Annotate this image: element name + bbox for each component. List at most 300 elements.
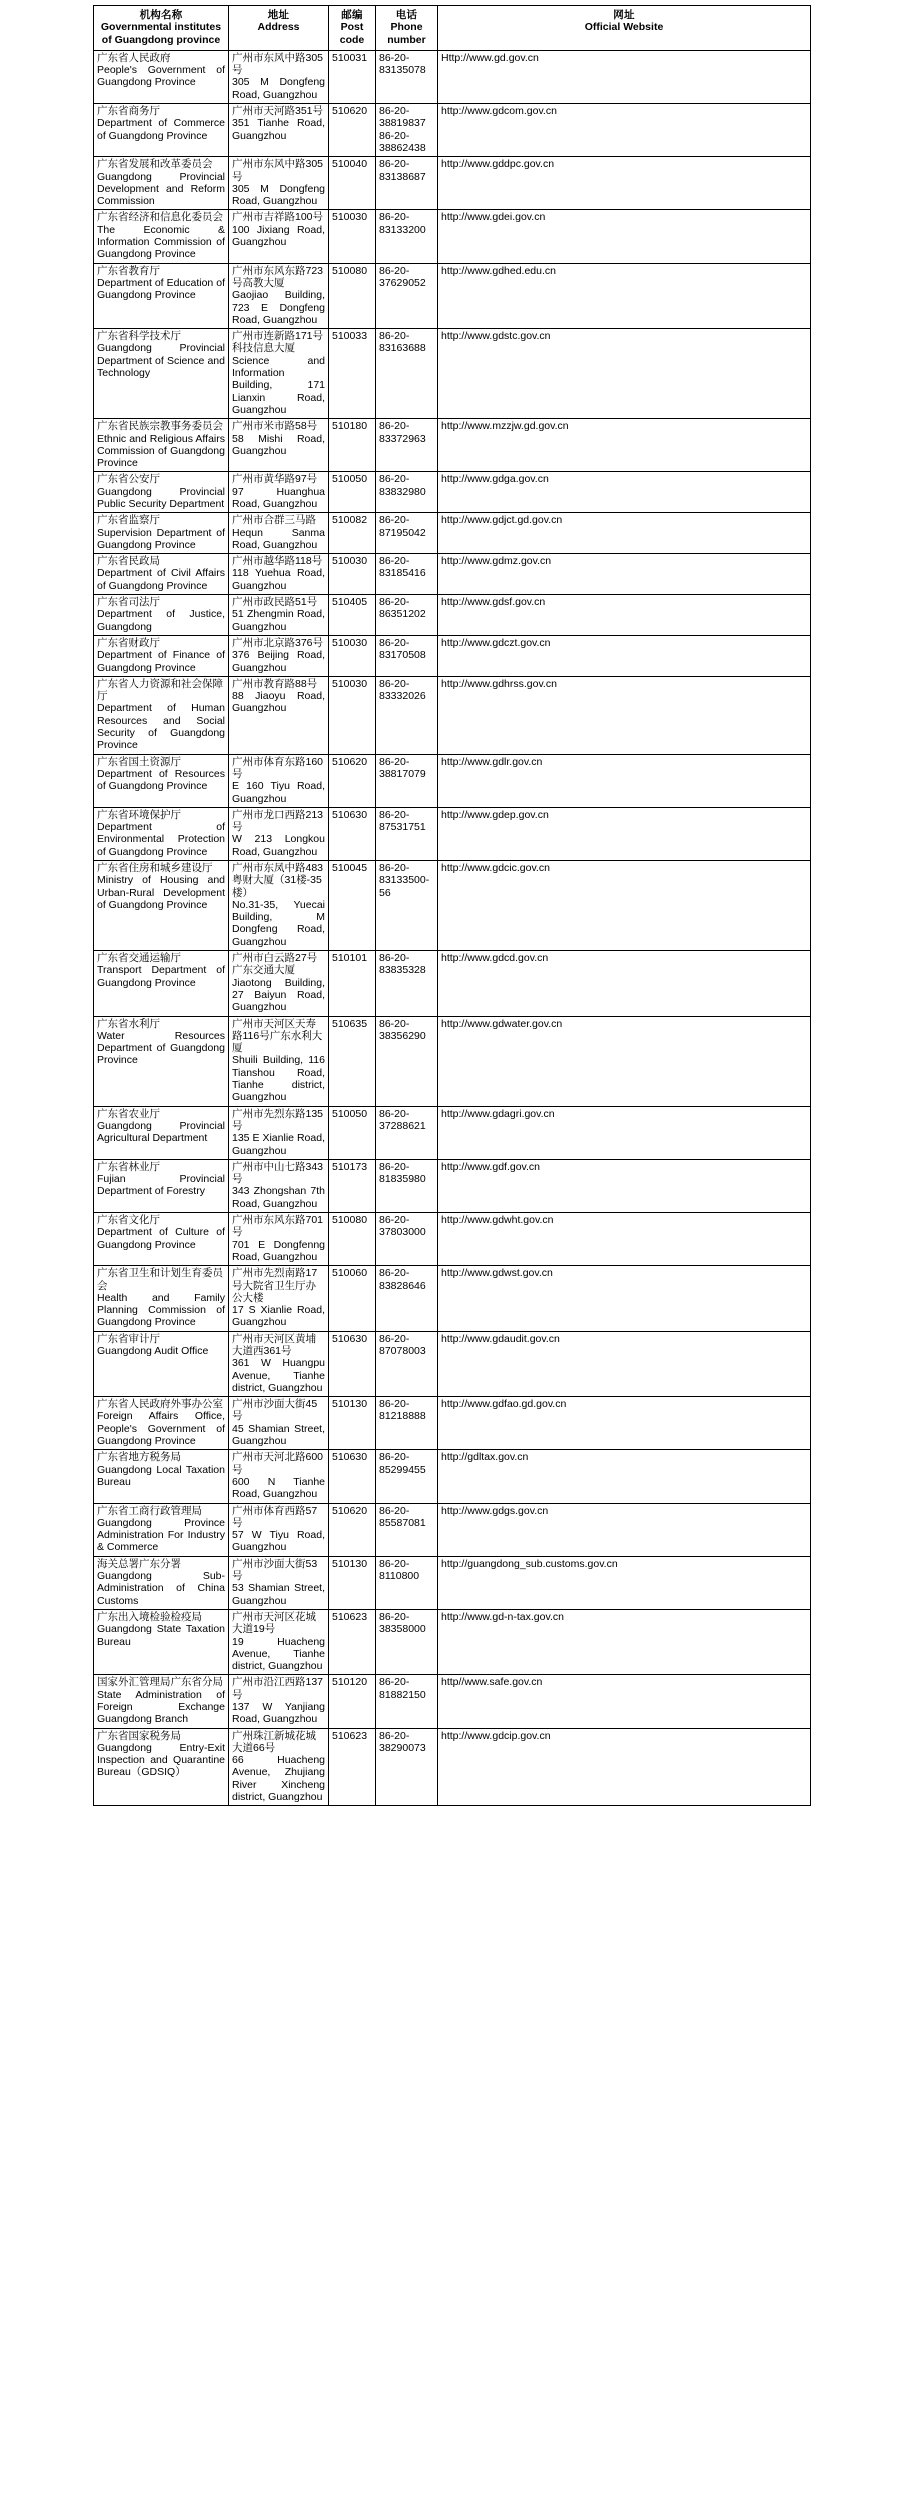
address-en: 343 Zhongshan 7th Road, Guangzhou xyxy=(232,1185,325,1210)
table-row xyxy=(94,419,811,472)
address-cn: 广州市东风中路305号 xyxy=(232,51,324,77)
postcode-value: 510623 xyxy=(332,1729,368,1742)
institute-name-cell xyxy=(94,1397,229,1450)
institute-name-en: Fujian Provincial Department of Forestry xyxy=(97,1173,225,1198)
address-cn: 广州市越华路118号 xyxy=(232,555,323,568)
postcode-cell xyxy=(329,1106,376,1159)
website-cell xyxy=(438,263,811,328)
address-cn: 广州市东风东路723号高教大厦 xyxy=(232,264,324,289)
address-cn: 广州市教育路88号 xyxy=(232,677,318,690)
institute-name-cell xyxy=(94,1016,229,1106)
postcode-value: 510030 xyxy=(332,636,368,649)
institute-name-en: Department of Environmental Protection of Guangdong Province xyxy=(97,821,225,858)
postcode-value: 510130 xyxy=(332,1398,368,1411)
institute-name-cn: 广东省教育厅 xyxy=(97,264,160,277)
table-row xyxy=(94,1728,811,1806)
address-cn: 广州市沙面大街53号 xyxy=(232,1557,318,1583)
institute-name-cn: 广东省国家税务局 xyxy=(97,1729,181,1742)
column-header-address-en: Address xyxy=(257,21,300,34)
phone-cell xyxy=(376,1728,438,1806)
website-cell xyxy=(438,1159,811,1212)
address-cell xyxy=(229,50,329,103)
postcode-value: 510630 xyxy=(332,1332,368,1345)
postcode-value: 510620 xyxy=(332,755,368,768)
table-row xyxy=(94,1503,811,1556)
postcode-value: 510405 xyxy=(332,596,368,609)
column-header-website-en: Official Website xyxy=(584,21,664,34)
phone-value: 86-20-37629052 xyxy=(379,264,426,289)
institute-name-en: Guangdong Entry-Exit Inspection and Quarantine Bureau（GDSIQ） xyxy=(97,1741,225,1779)
website-value: http://gdltax.gov.cn xyxy=(441,1451,529,1464)
institute-name-en: People's Government of Guangdong Province xyxy=(97,64,225,89)
address-cn: 广州市沿江西路137号 xyxy=(232,1676,324,1701)
address-en: E 160 Tiyu Road, Guangzhou xyxy=(232,780,325,805)
address-en: 58 Mishi Road, Guangzhou xyxy=(232,432,325,457)
website-value: http://www.gdhed.edu.cn xyxy=(441,264,556,277)
institute-name-en: Department of Resources of Guangdong Province xyxy=(97,767,225,793)
website-value: http://www.gdmz.gov.cn xyxy=(441,555,552,568)
website-cell xyxy=(438,1728,811,1806)
table-row xyxy=(94,951,811,1016)
phone-cell xyxy=(376,1609,438,1674)
address-cn: 广州市先烈东路135号 xyxy=(232,1107,324,1132)
table-body xyxy=(94,50,811,1805)
institute-name-cell xyxy=(94,1213,229,1266)
address-cn: 广州市天河路351号 xyxy=(232,105,324,118)
address-en: 135 E Xianlie Road, Guangzhou xyxy=(232,1132,325,1157)
institute-name-en: Department of Justice, Guangdong xyxy=(97,608,225,633)
phone-cell xyxy=(376,951,438,1016)
institute-name-en: Guangdong Provincial Agricultural Department xyxy=(97,1119,225,1145)
institute-name-en: Guangdong Provincial Department of Science and Technology xyxy=(97,342,225,380)
phone-value: 86-20-87078003 xyxy=(379,1332,426,1357)
address-cn: 广州市东凤中路483粤财大厦（31楼-35楼） xyxy=(232,862,324,899)
institute-name-cn: 广东省人民政府 xyxy=(97,51,171,64)
postcode-cell xyxy=(329,1556,376,1609)
institute-name-en: Guangdong Provincial Public Security Department xyxy=(97,485,225,510)
institute-name-cell xyxy=(94,554,229,595)
institute-name-cell xyxy=(94,1331,229,1396)
table-row xyxy=(94,1106,811,1159)
phone-cell xyxy=(376,1266,438,1331)
institute-name-cell xyxy=(94,513,229,554)
website-cell xyxy=(438,210,811,263)
phone-value: 86-20-83133500-56 xyxy=(379,862,430,899)
institute-name-en: Health and Family Planning Commission of Guangdong Province xyxy=(97,1291,225,1329)
column-header-website xyxy=(438,6,811,51)
phone-cell xyxy=(376,472,438,513)
website-cell xyxy=(438,419,811,472)
address-cell xyxy=(229,1728,329,1806)
phone-value: 86-20-83835328 xyxy=(379,952,426,977)
institute-name-en: State Administration of Foreign Exchange Guangdong Branch xyxy=(97,1688,225,1726)
address-en: 701 E Dongfenng Road, Guangzhou xyxy=(232,1238,325,1263)
address-cell xyxy=(229,595,329,636)
phone-value: 86-20-81835980 xyxy=(379,1160,426,1186)
institute-name-cn: 广东省地方税务局 xyxy=(97,1451,181,1464)
address-en: 17 S Xianlie Road, Guangzhou xyxy=(232,1304,325,1329)
table-row xyxy=(94,513,811,554)
address-cell xyxy=(229,1556,329,1609)
institute-name-cn: 广东省住房和城乡建设厅 xyxy=(97,862,213,874)
institute-name-cell xyxy=(94,951,229,1016)
website-cell xyxy=(438,951,811,1016)
institute-name-en: Water Resources Department of Guangdong Province xyxy=(97,1029,225,1067)
government-institutes-table xyxy=(93,5,811,1806)
institute-name-cell xyxy=(94,1675,229,1728)
postcode-value: 510082 xyxy=(332,514,368,527)
address-cn: 广州市白云路27号广东交通大厦 xyxy=(232,952,318,977)
address-cn: 广州市连新路171号科技信息大厦 xyxy=(232,330,324,355)
address-en: 305 M Dongfeng Road, Guangzhou xyxy=(232,182,325,208)
institute-name-en: Guangdong Sub-Administration of China Customs xyxy=(97,1570,225,1607)
column-header-address xyxy=(229,6,329,51)
website-value: http://www.gdcd.gov.cn xyxy=(441,952,549,965)
postcode-value: 510050 xyxy=(332,473,368,486)
postcode-value: 510031 xyxy=(332,51,368,64)
postcode-value: 510180 xyxy=(332,420,368,433)
address-cell xyxy=(229,1016,329,1106)
phone-cell xyxy=(376,1331,438,1396)
website-cell xyxy=(438,676,811,754)
postcode-cell xyxy=(329,50,376,103)
column-header-phone xyxy=(376,6,438,51)
address-cn: 广州市体育西路57号 xyxy=(232,1504,318,1529)
address-cn: 广州市合群三马路 xyxy=(232,514,316,527)
address-cell xyxy=(229,1331,329,1396)
phone-value: 86-20-83185416 xyxy=(379,555,426,580)
website-value: http://www.gdcip.gov.cn xyxy=(441,1729,551,1742)
institute-name-cell xyxy=(94,210,229,263)
phone-value: 86-20-8110800 xyxy=(379,1557,420,1583)
address-cell xyxy=(229,1609,329,1674)
postcode-cell xyxy=(329,1159,376,1212)
address-en: 19 Huacheng Avenue, Tianhe district, Guangzhou xyxy=(232,1635,325,1673)
website-cell xyxy=(438,329,811,419)
table-row xyxy=(94,1159,811,1212)
postcode-cell xyxy=(329,210,376,263)
address-cn: 广州市天河区天寿路116号广东水利大厦 xyxy=(232,1017,323,1055)
postcode-cell xyxy=(329,419,376,472)
website-cell xyxy=(438,1609,811,1674)
website-value: http://www.gdcom.gov.cn xyxy=(441,105,557,118)
address-cn: 广州市米市路58号 xyxy=(232,420,318,433)
postcode-value: 510630 xyxy=(332,808,368,821)
table-header-row xyxy=(94,6,811,51)
address-cell xyxy=(229,1397,329,1450)
institute-name-cn: 广东出入境检验检疫局 xyxy=(97,1610,202,1623)
postcode-cell xyxy=(329,1331,376,1396)
postcode-cell xyxy=(329,554,376,595)
address-cn: 广州市东风中路305号 xyxy=(232,158,324,183)
website-value: http://www.gdf.gov.cn xyxy=(441,1160,541,1173)
institute-name-cn: 广东省监察厅 xyxy=(97,514,160,527)
phone-cell xyxy=(376,157,438,210)
postcode-cell xyxy=(329,329,376,419)
column-header-phone-en: Phone number xyxy=(387,21,426,46)
institute-name-cn: 国家外汇管理局广东省分局 xyxy=(97,1676,223,1689)
phone-value: 86-20-83828646 xyxy=(379,1267,426,1292)
institute-name-en: Guangdong Local Taxation Bureau xyxy=(97,1463,225,1488)
table-row xyxy=(94,861,811,951)
phone-cell xyxy=(376,861,438,951)
institute-name-cell xyxy=(94,1159,229,1212)
institute-name-en: Guangdong Province Administration For Industry & Commerce xyxy=(97,1516,225,1554)
website-cell xyxy=(438,1450,811,1503)
postcode-cell xyxy=(329,1728,376,1806)
phone-value: 86-20-38356290 xyxy=(379,1017,426,1042)
institute-name-en: Transport Department of Guangdong Province xyxy=(97,964,225,989)
institute-name-cn: 广东省科学技术厅 xyxy=(97,330,181,343)
address-en: 66 Huacheng Avenue, Zhujiang River Xincheng district, Guangzhou xyxy=(232,1754,325,1804)
address-cn: 广州市中山七路343号 xyxy=(232,1160,324,1186)
postcode-value: 510630 xyxy=(332,1451,368,1464)
postcode-cell xyxy=(329,635,376,676)
website-cell xyxy=(438,1675,811,1728)
address-en: 100 Jixiang Road, Guangzhou xyxy=(232,223,325,249)
postcode-cell xyxy=(329,1016,376,1106)
institute-name-cell xyxy=(94,419,229,472)
address-cn: 广州市体育东路160号 xyxy=(232,755,324,780)
institute-name-cn: 广东省经济和信息化委员会 xyxy=(97,211,223,224)
postcode-cell xyxy=(329,157,376,210)
phone-cell xyxy=(376,1556,438,1609)
phone-value: 86-20-38817079 xyxy=(379,755,426,780)
institute-name-cell xyxy=(94,1266,229,1331)
institute-name-en: Department of Education of Guangdong Province xyxy=(97,276,225,302)
phone-cell xyxy=(376,676,438,754)
address-cn: 广州市天河北路600号 xyxy=(232,1451,324,1476)
phone-value: 86-20-83170508 xyxy=(379,636,426,662)
website-value: http://www.gd-n-tax.gov.cn xyxy=(441,1610,564,1623)
table-row xyxy=(94,1266,811,1331)
website-value: Http://www.gd.gov.cn xyxy=(441,51,539,64)
institute-name-cell xyxy=(94,1503,229,1556)
postcode-value: 510030 xyxy=(332,677,368,690)
postcode-value: 510623 xyxy=(332,1610,368,1623)
institute-name-cn: 海关总署广东分署 xyxy=(97,1557,181,1570)
website-cell xyxy=(438,104,811,157)
phone-value: 86-20-81882150 xyxy=(379,1676,426,1701)
column-header-website-cn: 网址 xyxy=(613,9,635,21)
institute-name-en: Department of Human Resources and Social Security of Guangdong Province xyxy=(97,702,225,752)
institute-name-en: Foreign Affairs Office, People's Government of Guangdong Province xyxy=(97,1410,225,1448)
address-en: 305 M Dongfeng Road, Guangzhou xyxy=(232,76,325,101)
phone-value: 86-20-87531751 xyxy=(379,808,426,834)
website-value: http://www.gddpc.gov.cn xyxy=(441,158,555,171)
institute-name-cn: 广东省水利厅 xyxy=(97,1017,160,1030)
institute-name-cell xyxy=(94,329,229,419)
website-cell xyxy=(438,1503,811,1556)
institute-name-cn: 广东省农业厅 xyxy=(97,1107,160,1120)
postcode-cell xyxy=(329,807,376,860)
phone-value: 86-20-37803000 xyxy=(379,1214,426,1239)
website-value: http://www.gdwst.gov.cn xyxy=(441,1267,553,1280)
website-value: http://www.gdagri.gov.cn xyxy=(441,1107,555,1120)
institute-name-cn: 广东省林业厅 xyxy=(97,1160,160,1173)
institute-name-en: Department of Commerce of Guangdong Province xyxy=(97,117,225,142)
postcode-cell xyxy=(329,1450,376,1503)
address-en: W 213 Longkou Road, Guangzhou xyxy=(232,833,325,858)
address-en: Science and Information Building, 171 Lianxin Road, Guangzhou xyxy=(232,354,325,416)
website-cell xyxy=(438,1106,811,1159)
institute-name-cell xyxy=(94,1450,229,1503)
institute-name-cn: 广东省文化厅 xyxy=(97,1214,160,1227)
postcode-cell xyxy=(329,676,376,754)
address-cn: 广州市政民路51号 xyxy=(232,596,318,609)
address-cn: 广州市天河区黄埔大道西361号 xyxy=(232,1332,316,1357)
institute-name-cell xyxy=(94,263,229,328)
website-value: http://www.gdlr.gov.cn xyxy=(441,755,543,768)
website-value: http://www.gdwht.gov.cn xyxy=(441,1214,554,1227)
postcode-value: 510620 xyxy=(332,105,368,118)
postcode-cell xyxy=(329,1266,376,1331)
phone-cell xyxy=(376,1106,438,1159)
institute-name-en: Guangdong Audit Office xyxy=(97,1344,209,1357)
table-row xyxy=(94,104,811,157)
website-cell xyxy=(438,807,811,860)
phone-cell xyxy=(376,595,438,636)
address-cell xyxy=(229,263,329,328)
table-row xyxy=(94,754,811,807)
phone-cell xyxy=(376,104,438,157)
website-cell xyxy=(438,157,811,210)
address-cn: 广州市黄华路97号 xyxy=(232,473,318,486)
table-row xyxy=(94,263,811,328)
institute-name-cell xyxy=(94,104,229,157)
phone-value: 86-20-37288621 xyxy=(379,1107,426,1132)
table-row xyxy=(94,807,811,860)
phone-value: 86-20-85299455 xyxy=(379,1451,426,1476)
institute-name-cell xyxy=(94,754,229,807)
phone-cell xyxy=(376,1450,438,1503)
postcode-cell xyxy=(329,951,376,1016)
table-row xyxy=(94,210,811,263)
address-en: Jiaotong Building, 27 Baiyun Road, Guangzhou xyxy=(232,976,325,1014)
institute-name-cn: 广东省国土资源厅 xyxy=(97,755,181,768)
address-cell xyxy=(229,635,329,676)
phone-value: 86-20-83332026 xyxy=(379,677,426,703)
address-cell xyxy=(229,554,329,595)
address-cn: 广州市北京路376号 xyxy=(232,636,324,649)
table-row xyxy=(94,157,811,210)
website-cell xyxy=(438,1213,811,1266)
postcode-cell xyxy=(329,861,376,951)
address-cell xyxy=(229,104,329,157)
address-cell xyxy=(229,676,329,754)
phone-value: 86-20-81218888 xyxy=(379,1398,426,1423)
address-en: 351 Tianhe Road, Guangzhou xyxy=(232,117,325,142)
phone-cell xyxy=(376,1213,438,1266)
institute-name-en: Department of Finance of Guangdong Province xyxy=(97,649,225,674)
website-value: http://www.gdjct.gd.gov.cn xyxy=(441,514,563,527)
column-header-postcode-cn: 邮编 xyxy=(341,9,363,21)
institute-name-cn: 广东省民政局 xyxy=(97,555,160,568)
postcode-cell xyxy=(329,1675,376,1728)
institute-name-cell xyxy=(94,157,229,210)
institute-name-cn: 广东省审计厅 xyxy=(97,1332,160,1345)
phone-cell xyxy=(376,1675,438,1728)
phone-value: 86-20-85587081 xyxy=(379,1504,426,1529)
address-cell xyxy=(229,472,329,513)
website-cell xyxy=(438,595,811,636)
institute-name-cell xyxy=(94,676,229,754)
institute-name-en: Department of Culture of Guangdong Province xyxy=(97,1226,225,1251)
institute-name-en: Ethnic and Religious Affairs Commission of Guangdong Province xyxy=(97,432,225,470)
institute-name-cn: 广东省人力资源和社会保障厅 xyxy=(97,677,223,703)
postcode-value: 510045 xyxy=(332,862,368,874)
institute-name-cell xyxy=(94,1106,229,1159)
institute-name-cn: 广东省卫生和计划生育委员会 xyxy=(97,1267,223,1292)
address-cell xyxy=(229,419,329,472)
website-cell xyxy=(438,1556,811,1609)
institute-name-cell xyxy=(94,1556,229,1609)
website-value: http://www.gdhrss.gov.cn xyxy=(441,677,557,690)
institute-name-cn: 广东省公安厅 xyxy=(97,473,160,486)
postcode-value: 510130 xyxy=(332,1557,368,1570)
phone-cell xyxy=(376,1159,438,1212)
postcode-cell xyxy=(329,1397,376,1450)
institute-name-cell xyxy=(94,635,229,676)
website-cell xyxy=(438,513,811,554)
website-cell xyxy=(438,861,811,951)
website-value: http://www.gdaudit.gov.cn xyxy=(441,1332,560,1345)
institute-name-cell xyxy=(94,472,229,513)
website-value: http://www.gdczt.gov.cn xyxy=(441,636,551,649)
phone-value: 86-20-83832980 xyxy=(379,473,426,498)
table-row xyxy=(94,1397,811,1450)
address-cell xyxy=(229,1213,329,1266)
phone-value: 86-20-83133200 xyxy=(379,211,426,236)
phone-cell xyxy=(376,807,438,860)
website-value: http://www.gdga.gov.cn xyxy=(441,473,549,486)
postcode-value: 510050 xyxy=(332,1107,368,1120)
website-cell xyxy=(438,554,811,595)
postcode-cell xyxy=(329,263,376,328)
phone-cell xyxy=(376,1016,438,1106)
phone-cell xyxy=(376,513,438,554)
website-cell xyxy=(438,754,811,807)
institute-name-cell xyxy=(94,50,229,103)
postcode-value: 510060 xyxy=(332,1267,368,1280)
table-row xyxy=(94,1331,811,1396)
table-header xyxy=(94,6,811,51)
phone-cell xyxy=(376,50,438,103)
address-en: 45 Shamian Street, Guangzhou xyxy=(232,1422,325,1448)
address-cell xyxy=(229,329,329,419)
address-en: 361 W Huangpu Avenue, Tianhe district, Guangzhou xyxy=(232,1357,325,1394)
address-cn: 广州市龙口西路213号 xyxy=(232,808,324,834)
website-value: http://www.gdcic.gov.cn xyxy=(441,862,550,874)
address-cell xyxy=(229,1266,329,1331)
address-en: 376 Beijing Road, Guangzhou xyxy=(232,649,325,674)
institute-name-cell xyxy=(94,1728,229,1806)
address-en: 118 Yuehua Road, Guangzhou xyxy=(232,567,325,592)
address-cn: 广州市吉祥路100号 xyxy=(232,211,324,224)
column-header-name-cn: 机构名称 xyxy=(139,9,183,21)
postcode-cell xyxy=(329,595,376,636)
column-header-phone-cn: 电话 xyxy=(395,9,418,21)
address-cell xyxy=(229,1159,329,1212)
table-row xyxy=(94,1450,811,1503)
column-header-address-cn: 地址 xyxy=(267,9,290,21)
institute-name-cn: 广东省发展和改革委员会 xyxy=(97,158,213,171)
institute-name-cell xyxy=(94,595,229,636)
website-cell xyxy=(438,1266,811,1331)
institute-name-cn: 广东省财政厅 xyxy=(97,636,160,649)
address-en: 57 W Tiyu Road, Guangzhou xyxy=(232,1529,325,1554)
address-cell xyxy=(229,210,329,263)
